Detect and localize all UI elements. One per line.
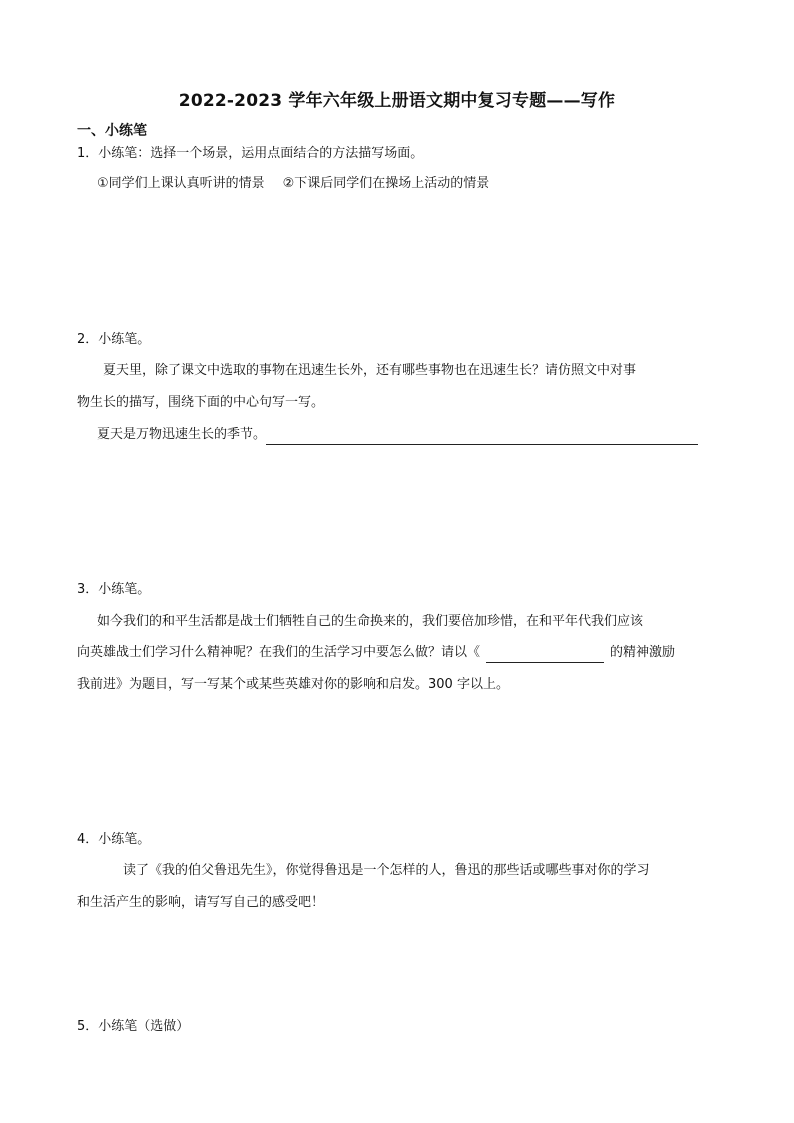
question-2-line-1: 夏天里，除了课文中选取的事物在迅速生长外，还有哪些事物也在迅速生长？请仿照文中对事 <box>103 363 637 378</box>
question-2-line-3 <box>97 425 698 445</box>
question-3-line-3: 我前进》为题目，写一写某个或某些英雄对你的影响和启发。300 字以上。 <box>77 677 509 692</box>
option-1: ①同学们上课认真听讲的情景 <box>97 176 265 191</box>
question-number: 5． <box>77 1019 99 1034</box>
question-title: 小练笔。 <box>98 332 151 347</box>
question-3-line-2 <box>77 643 675 663</box>
central-sentence: 夏天是万物迅速生长的季节。 <box>97 427 267 442</box>
question-2 <box>77 330 150 350</box>
question-1 <box>77 144 423 164</box>
question-4-line-1: 读了《我的伯父鲁迅先生》，你觉得鲁迅是一个怎样的人，鲁迅的那些话或哪些事对你的学习 <box>123 863 650 878</box>
page-title: 2022-2023 学年六年级上册语文期中复习专题——写作 <box>178 91 616 111</box>
question-number: 3． <box>77 582 99 597</box>
question-2-line-2: 物生长的描写，围绕下面的中心句写一写。 <box>77 395 325 410</box>
question-number: 4． <box>77 832 99 847</box>
question-title: 小练笔。 <box>98 832 151 847</box>
question-3-line-1: 如今我们的和平生活都是战士们牺牲自己的生命换来的，我们要倍加珍惜，在和平年代我们应该 <box>97 614 644 629</box>
question-3-text-a: 向英雄战士们学习什么精神呢？在我们的生活学习中要怎么做？请以《 <box>77 645 481 660</box>
question-3 <box>77 580 150 600</box>
question-5 <box>77 1017 189 1037</box>
question-number: 2． <box>77 332 99 347</box>
question-number: 1． <box>77 146 99 161</box>
question-4-line-2: 和生活产生的影响，请写写自己的感受吧！ <box>77 895 325 910</box>
title-blank[interactable] <box>486 646 604 663</box>
question-3-text-b: 的精神激励 <box>610 645 676 660</box>
question-prompt: 小练笔：选择一个场景，运用点面结合的方法描写场面。 <box>98 146 424 161</box>
question-title: 小练笔。 <box>98 582 151 597</box>
question-title: 小练笔（选做） <box>98 1019 190 1034</box>
question-4 <box>77 830 150 850</box>
section-heading: 一、小练笔 <box>77 123 147 139</box>
answer-blank[interactable] <box>266 428 698 445</box>
option-2: ②下课后同学们在操场上活动的情景 <box>282 176 490 191</box>
question-1-options <box>97 174 489 194</box>
